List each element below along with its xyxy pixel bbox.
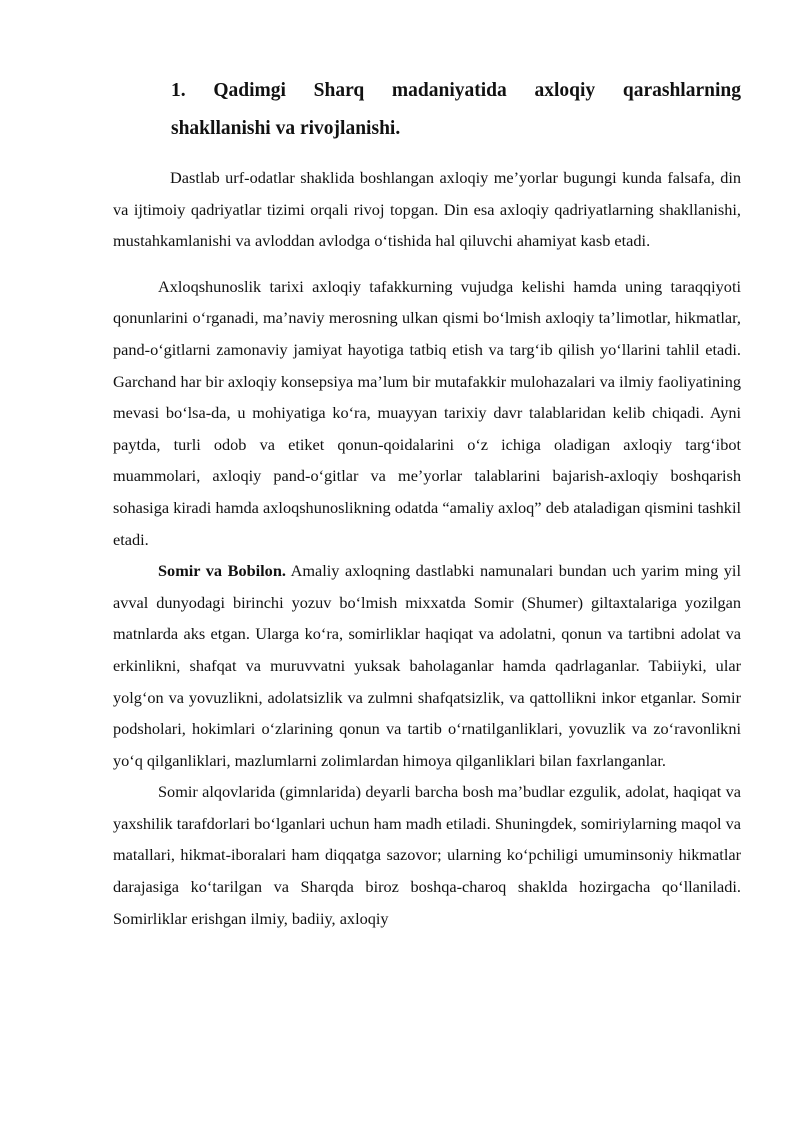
paragraph-2-text: Axloqshunoslik tarixi axloqiy tafakkurning vujudga kelishi hamda uning taraqqiyoti qonunlarini o‘rganadi, ma’naviy merosning ulkan qismi bo‘lmish axloqiy ta’limotlar, hikmatlar, pand-o‘gitlarni zamonaviy jamiyat hayotiga tatbiq etish va targ‘ib qilish yo‘llarini tahlil etadi. Garchand har bir axloqiy konsepsiya ma’lum bir mutafakkir mulohazalari va ilmiy faoliyatining mevasi bo‘lsa-da, u mohiyatiga ko‘ra, muayyan tarixiy davr talablaridan kelib chiqadi. Ayni paytda, turli odob va etiket qonun-qoidalarini o‘z ichiga oladigan axloqiy targ‘ibot muammolari, axloqiy pand-o‘gitlar va me’yorlar talablarini bajarish-axloqiy boshqarish sohasiga kiradi hamda axloqshunoslikning odatda “amaliy axloq” deb ataladigan qismini tashkil etadi. [113, 276, 741, 549]
paragraph-3 [113, 555, 741, 776]
section-heading [171, 72, 741, 148]
document-page [113, 72, 741, 934]
paragraph-2 [113, 271, 741, 555]
heading-line-1: 1. Qadimgi Sharq madaniyatida axloqiy qarashlarning [171, 80, 741, 101]
paragraph-3-lead: Somir va Bobilon. [158, 561, 286, 581]
paragraph-4 [113, 776, 741, 934]
heading-line-2: shakllanishi va rivojlanishi. [171, 118, 401, 139]
paragraph-1-text: Dastlab urf-odatlar shaklida boshlangan axloqiy me’yorlar bugungi kunda falsafa, din va ijtimoiy qadriyatlar tizimi orqali rivoj topgan. Din esa axloqiy qadriyatlarning shakllanishi, mustahkamlanishi va avloddan avlodga o‘tishida hal qiluvchi ahamiyat kasb etadi. [113, 168, 741, 251]
paragraph-1 [113, 162, 741, 257]
paragraph-4-text: Somir alqovlarida (gimnlarida) deyarli barcha bosh ma’budlar ezgulik, adolat, haqiqat va yaxshilik tarafdorlari bo‘lganlari uchun ham madh etiladi. Shuningdek, somiriylarning maqol va matallari, hikmat-iboralari ham diqqatga sazovor; ularning ko‘pchiligi umuminsoniy hikmatlar darajasiga ko‘tarilgan va Sharqda biroz boshqa-charoq shaklda hozirgacha qo‘llaniladi. Somirliklar erishgan ilmiy, badiiy, axloqiy [113, 782, 741, 928]
paragraph-3-text: Amaliy axloqning dastlabki namunalari bundan uch yarim ming yil avval dunyodagi birinchi yozuv bo‘lmish mixxatda Somir (Shumer) giltaxtalariga yozilgan matnlarda aks etgan. Ularga ko‘ra, somirliklar haqiqat va adolatni, qonun va tartibni adolat va erkinlikni, shafqat va muruvvatni yuksak baholaganlar hamda qadrlaganlar. Tabiiyki, ular yolg‘on va yovuzlikni, adolatsizlik va zulmni shafqatsizlik, va qattollikni inkor etganlar. Somir podsholari, hokimlari o‘zlarining qonun va tartib o‘rnatilganliklari, yovuzlik va zo‘ravonlikni yo‘q qilganliklari, mazlumlarni zolimlardan himoya qilganliklari bilan faxrlanganlar. [113, 561, 741, 770]
